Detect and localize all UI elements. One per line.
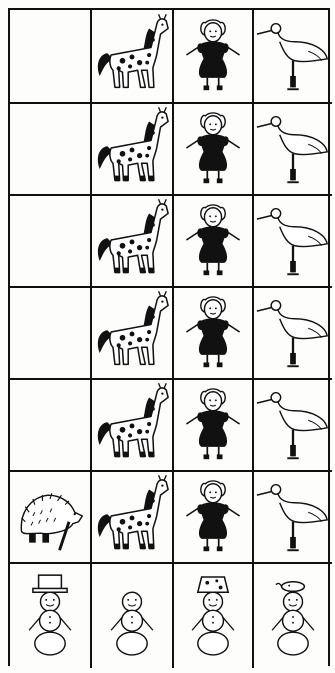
- girl-icon: [175, 474, 251, 560]
- grid-cell-r6-c4: [254, 472, 332, 564]
- grid-cell-r2-c3: [174, 104, 254, 196]
- grid-cell-r3-c3: [174, 196, 254, 288]
- giraffe-icon: [94, 13, 170, 99]
- giraffe-icon: [94, 382, 170, 468]
- grid-cell-r7-c1: [10, 564, 92, 668]
- grid-cell-r4-c3: [174, 288, 254, 380]
- grid-cell-r2-c4: [254, 104, 332, 196]
- picture-grid: [8, 8, 330, 666]
- stork-icon: [255, 474, 331, 560]
- girl-icon: [175, 106, 251, 192]
- grid-cell-r1-c2: [92, 10, 174, 104]
- grid-cell-r1-c3: [174, 10, 254, 104]
- grid-cell-r6-c3: [174, 472, 254, 564]
- grid-cell-r3-c4: [254, 196, 332, 288]
- girl-icon: [175, 382, 251, 468]
- girl-icon: [175, 13, 251, 99]
- grid-cell-r2-c2: [92, 104, 174, 196]
- grid-cell-r6-c2: [92, 472, 174, 564]
- grid-cell-r1-c4: [254, 10, 332, 104]
- stork-icon: [255, 198, 331, 284]
- grid-cell-r4-c1: [10, 288, 92, 380]
- girl-icon: [175, 290, 251, 376]
- stork-icon: [255, 13, 331, 99]
- girl-icon: [175, 198, 251, 284]
- grid-cell-r5-c3: [174, 380, 254, 472]
- grid-cell-r7-c2: [92, 564, 174, 668]
- grid-cell-r6-c1: [10, 472, 92, 564]
- giraffe-icon: [94, 106, 170, 192]
- grid-cell-r3-c1: [10, 196, 92, 288]
- snowman-icon: [94, 567, 170, 665]
- stork-icon: [255, 290, 331, 376]
- grid-cell-r5-c1: [10, 380, 92, 472]
- grid-cell-r2-c1: [10, 104, 92, 196]
- grid-cell-r1-c1: [10, 10, 92, 104]
- giraffe-icon: [94, 474, 170, 560]
- grid-cell-r7-c4: [254, 564, 332, 668]
- grid-cell-r7-c3: [174, 564, 254, 668]
- snowman-icon: [175, 567, 251, 665]
- snowman-icon: [255, 567, 331, 665]
- giraffe-icon: [94, 290, 170, 376]
- giraffe-icon: [94, 198, 170, 284]
- hedgehog-icon: [12, 474, 88, 560]
- stork-icon: [255, 382, 331, 468]
- grid-cell-r4-c2: [92, 288, 174, 380]
- grid-cell-r5-c2: [92, 380, 174, 472]
- grid-cell-r3-c2: [92, 196, 174, 288]
- snowman-icon: [12, 567, 88, 665]
- grid-cell-r4-c4: [254, 288, 332, 380]
- grid-cell-r5-c4: [254, 380, 332, 472]
- stork-icon: [255, 106, 331, 192]
